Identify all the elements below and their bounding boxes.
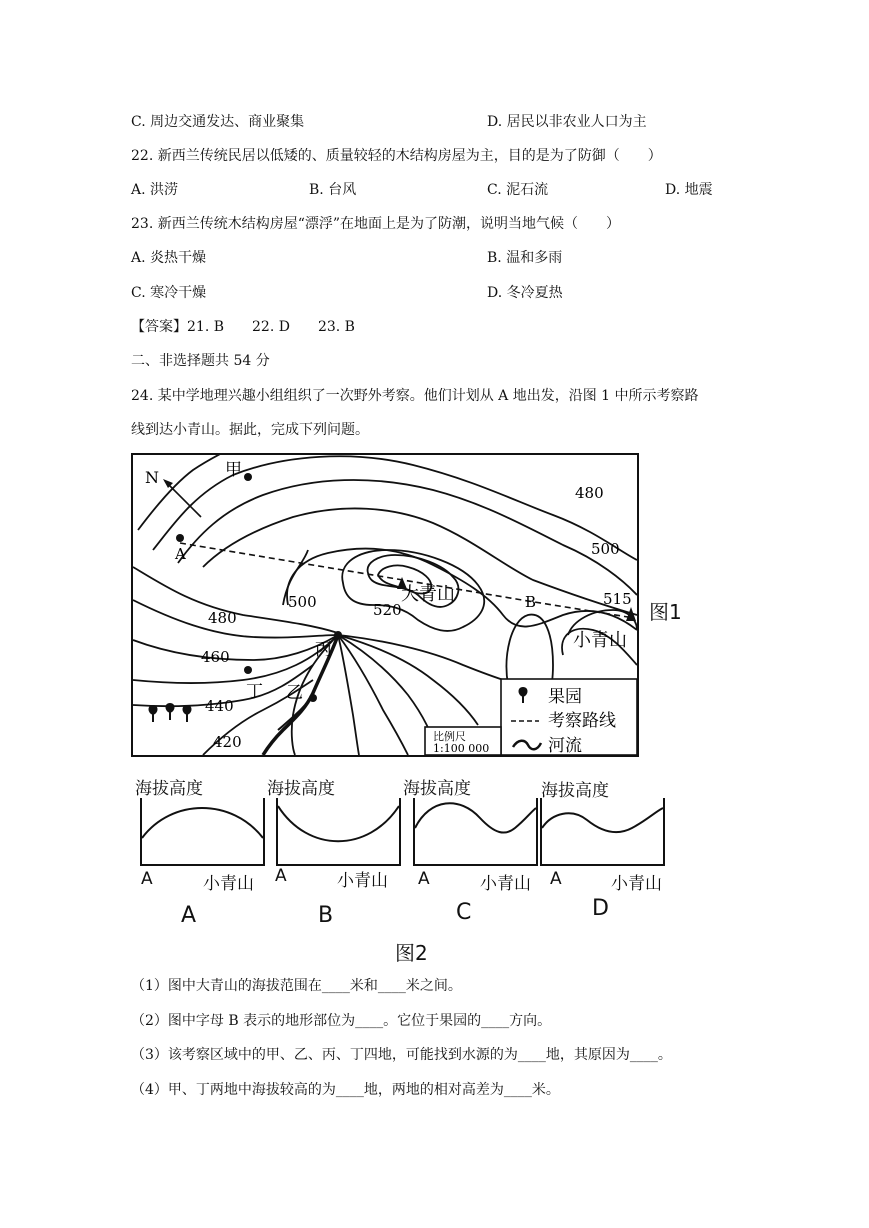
q22-option-a: A. 洪涝 (131, 182, 179, 198)
contour-line (178, 480, 637, 595)
profile-c-letter: C (456, 900, 472, 925)
q22-option-b: B. 台风 (309, 182, 357, 198)
scale-value: 1:100 000 (433, 742, 490, 755)
profile-d-end: 小青山 (611, 874, 662, 894)
profile-d-box (540, 798, 665, 866)
profile-c-box (413, 798, 538, 866)
profile-a-start: A (141, 869, 153, 889)
orchard-trees (149, 703, 192, 722)
profile-c-start: A (418, 869, 430, 889)
contour-line (338, 635, 359, 755)
profile-d-letter: D (592, 896, 609, 921)
q23-option-d: D. 冬冷夏热 (487, 285, 563, 301)
profile-b-box (276, 798, 401, 866)
point-jia (244, 473, 252, 481)
point-yi (309, 694, 317, 702)
q23-stem: 23. 新西兰传统木结构房屋“漂浮”在地面上是为了防潮，说明当地气候（ ） (131, 216, 621, 232)
contour-line (138, 455, 228, 530)
contour-label: 440 (205, 697, 234, 715)
profile-d-curve (542, 798, 663, 864)
contour-map-svg (133, 455, 637, 755)
contour-label: 480 (208, 609, 237, 627)
contour-label: 500 (591, 540, 620, 558)
north-arrow (163, 479, 201, 517)
label-small-mountain: 小青山 (573, 630, 627, 651)
profile-c-title: 海拔高度 (403, 779, 471, 799)
profile-c-end: 小青山 (480, 874, 531, 894)
q21-option-c: C. 周边交通发达、商业聚集 (131, 114, 305, 130)
contour-label: 460 (201, 648, 230, 666)
profile-b-start: A (275, 866, 287, 886)
point-a (176, 534, 184, 542)
label-ding: 丁 (246, 682, 263, 702)
contour-line (133, 635, 338, 660)
section-heading: 二、非选择题共 54 分 (131, 353, 270, 369)
contour-label: 420 (213, 733, 242, 751)
contour-label: 515 (603, 590, 632, 608)
scale-label: 比例尺 (433, 730, 466, 743)
label-jia: 甲 (225, 460, 242, 480)
figure2-caption: 图2 (395, 941, 428, 965)
label-b: B (525, 593, 537, 611)
profile-a-end: 小青山 (203, 874, 254, 894)
label-yi: 乙 (286, 683, 303, 703)
q22-option-c: C. 泥石流 (487, 182, 549, 198)
q24-stem-line1: 24. 某中学地理兴趣小组组织了一次野外考察。他们计划从 A 地出发，沿图 1 中所示考察路 (131, 388, 699, 404)
q24-sub3: （3）该考察区域中的甲、乙、丙、丁四地，可能找到水源的为____地，其原因为____。 (131, 1047, 672, 1063)
q24-sub2: （2）图中字母 B 表示的地形部位为____。它位于果园的____方向。 (131, 1013, 552, 1029)
label-big-mountain: 大青山 (401, 584, 455, 605)
north-label: N (145, 468, 159, 487)
label-bing: 丙 (315, 640, 332, 660)
figure1-caption: 图1 (649, 600, 682, 624)
profile-b-curve (278, 798, 399, 864)
q23-option-c: C. 寒冷干燥 (131, 285, 207, 301)
profile-b-letter: B (318, 903, 334, 928)
contour-line (338, 635, 408, 755)
profile-a-curve (142, 798, 263, 864)
q24-sub4: （4）甲、丁两地中海拔较高的为____地，两地的相对高差为____米。 (131, 1082, 560, 1098)
q23-option-a: A. 炎热干燥 (131, 250, 207, 266)
legend-river-label: 河流 (548, 736, 582, 755)
legend-orchard-label: 果园 (548, 687, 582, 707)
contour-label: 500 (288, 593, 317, 611)
contour-label: 520 (373, 601, 402, 619)
point-ding (244, 666, 252, 674)
profile-a-letter: A (181, 903, 197, 928)
profile-d-title: 海拔高度 (541, 781, 609, 801)
q22-option-d: D. 地震 (665, 182, 713, 198)
q21-option-d: D. 居民以非农业人口为主 (487, 114, 647, 130)
profile-d-start: A (550, 869, 562, 889)
profile-b-end: 小青山 (337, 871, 388, 891)
q24-sub1: （1）图中大青山的海拔范围在____米和____米之间。 (131, 978, 462, 994)
profile-c-curve (415, 798, 536, 864)
contour-label: 480 (575, 484, 604, 502)
profile-b-title: 海拔高度 (267, 779, 335, 799)
q22-stem: 22. 新西兰传统民居以低矮的、质量较轻的木结构房屋为主，目的是为了防御（ ） (131, 148, 662, 164)
contour-map (131, 453, 639, 757)
answer-line: 【答案】21. B 22. D 23. B (131, 319, 355, 335)
profile-a-title: 海拔高度 (135, 779, 203, 799)
label-a: A (175, 545, 186, 563)
profile-a-box (140, 798, 265, 866)
legend-route-label: 考察路线 (548, 711, 616, 731)
point-bing (334, 631, 342, 639)
q23-option-b: B. 温和多雨 (487, 250, 563, 266)
q24-stem-line2: 线到达小青山。据此，完成下列问题。 (131, 422, 369, 438)
